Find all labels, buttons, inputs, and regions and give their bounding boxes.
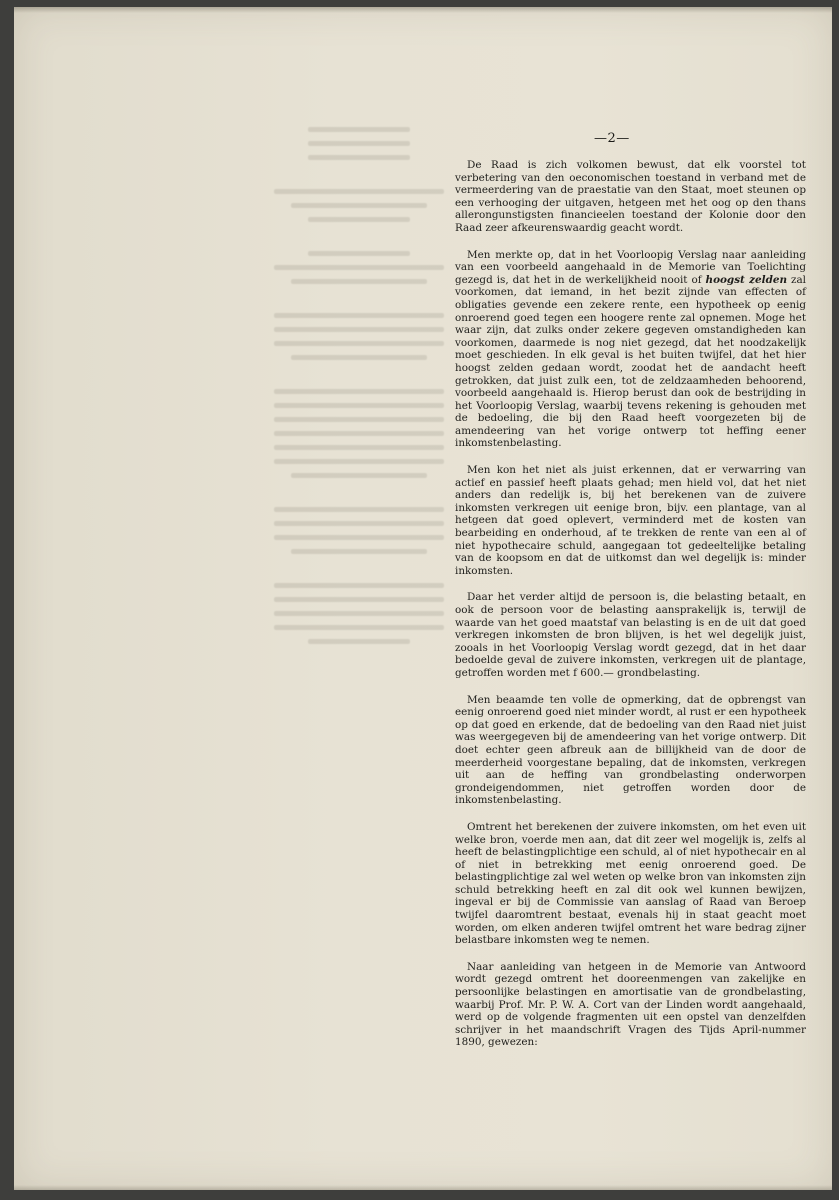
paper-edge — [14, 7, 832, 13]
reverse-side-bleed-through — [274, 127, 444, 1027]
paragraph-6: Omtrent het berekenen der zuivere inkomsten, om het even uit welke bron, voerde men aan, dat dit zeer wel mogelijk is, zelfs al heeft de belastingplichtige een schuld, al of niet hypothecair en al of niet in betrekking met eenig onroerend goed. De belastingplichtige zal wel weten op welke bron van inkomsten zijn schuld betrekking heeft en zal dit ook wel kunnen bewijzen, ingeval er bij de Commissie van aanslag of Raad van Beroep twijfel daaromtrent bestaat, evenals hij in staat geacht moet worden, om elken anderen twijfel omtrent het ware bedrag zijner belastbare inkomsten weg te nemen. — [455, 820, 806, 947]
paragraph-4: Daar het verder altijd de persoon is, die belasting betaalt, en ook de persoon voor de belasting aansprakelijk is, terwijl de waarde van het goed maatstaf van belasting is en de uit dat goed verkregen inkomsten de bron blijven, is het wel degelijk juist, zooals in het Voorloopig Verslag wordt gezegd, dat in het daar bedoelde geval de zuivere inkomsten, verkregen uit de plantage, getroffen worden met f 600.— grondbelasting. — [455, 591, 806, 679]
paragraph-5: Men beaamde ten volle de opmerking, dat de opbrengst van eenig onroerend goed niet minder wordt, al rust er een hypotheek op dat goed en erkende, dat de bedoeling van den Raad niet juist was weergegeven bij de amendeering van het vorige ontwerp. Dit doet echter geen afbreuk aan de billijkheid van de door de meerderheid voorgestane bepaling, dat de inkomsten, verkregen uit aan de heffing van grondbelasting onderworpen grondeigendommen, niet getroffen worden door de inkomstenbelasting. — [455, 693, 806, 807]
paragraph-2-part-1: Men merkte op, dat in het Voorloopig Verslag naar aanleiding van een voorbeeld aangehaald in de Memorie van Toelichting gezegd is, dat het in de werkelijkheid nooit of — [455, 248, 806, 286]
paragraph-2 — [455, 249, 806, 451]
paragraph-1: De Raad is zich volkomen bewust, dat elk voorstel tot verbetering van den oeconomischen toestand in verband met de vermeerdering van de praestatie van den Staat, moet steunen op een verhooging der uitgaven, hetgeen met het oog op den thans allerongunstigsten financieelen toestand der Kolonie door den Raad zeer afkeurenswaardig geacht wordt. — [455, 159, 806, 234]
body-text-column — [455, 159, 806, 1063]
paragraph-3: Men kon het niet als juist erkennen, dat er verwarring van actief en passief heeft plaats gehad; men hield vol, dat het niet anders dan redelijk is, bij het berekenen van de zuivere inkomsten verkregen uit eenige bron, bijv. een plantage, van al hetgeen dat goed oplevert, verminderd met de kosten van bearbeiding en onderhoud, af te trekken de rente van een al of niet hypothecaire schuld, aangegaan tot gedeeltelijke betaling van de koopsom en dat de uitkomst dan wel degelijk is: minder inkomsten. — [455, 464, 806, 577]
paragraph-7: Naar aanleiding van hetgeen in de Memorie van Antwoord wordt gezegd omtrent het dooreenmengen van zakelijke en persoonlijke belastingen en amortisatie van de grondbelasting, waarbij Prof. Mr. P. W. A. Cort van der Linden wordt aangehaald, werd op de volgende fragmenten uit een opstel van denzelfden schrijver in het maandschrift Vragen des Tijds April-nummer 1890, gewezen: — [455, 960, 806, 1049]
paper-bottom-edge — [14, 1185, 832, 1190]
paragraph-2-part-2: zal voorkomen, dat iemand, in het bezit zijnde van effecten of obligaties gevende een zekere rente, een hypotheek op eenig onroerend goed tegen een hoogere rente zal opnemen. Moge het waar zijn, dat zulks onder zekere gegeven omstandigheden kan voorkomen, daarmede is nog niet gezegd, dat het noodzakelijk moet geschieden. In elk geval is het buiten twijfel, dat het hier hoogst zelden gedaan wordt, zoodat het de aandacht heeft getrokken, dat juist zulk een, tot de zeldzaamheden behoorend, voorbeeld aangehaald is. Hierop berust dan ook de bestrijding in het Voorloopig Verslag, waarbij tevens rekening is gehouden met de bedoeling, die bij den Raad heeft voorgezeten bij de amendeering van het vorige ontwerp tot heffing eener inkomstenbelasting. — [455, 273, 806, 450]
emphasis-hoogst-zelden: hoogst zelden — [705, 273, 788, 286]
paper-sheet — [14, 7, 832, 1190]
page-number: —2— — [594, 131, 630, 146]
